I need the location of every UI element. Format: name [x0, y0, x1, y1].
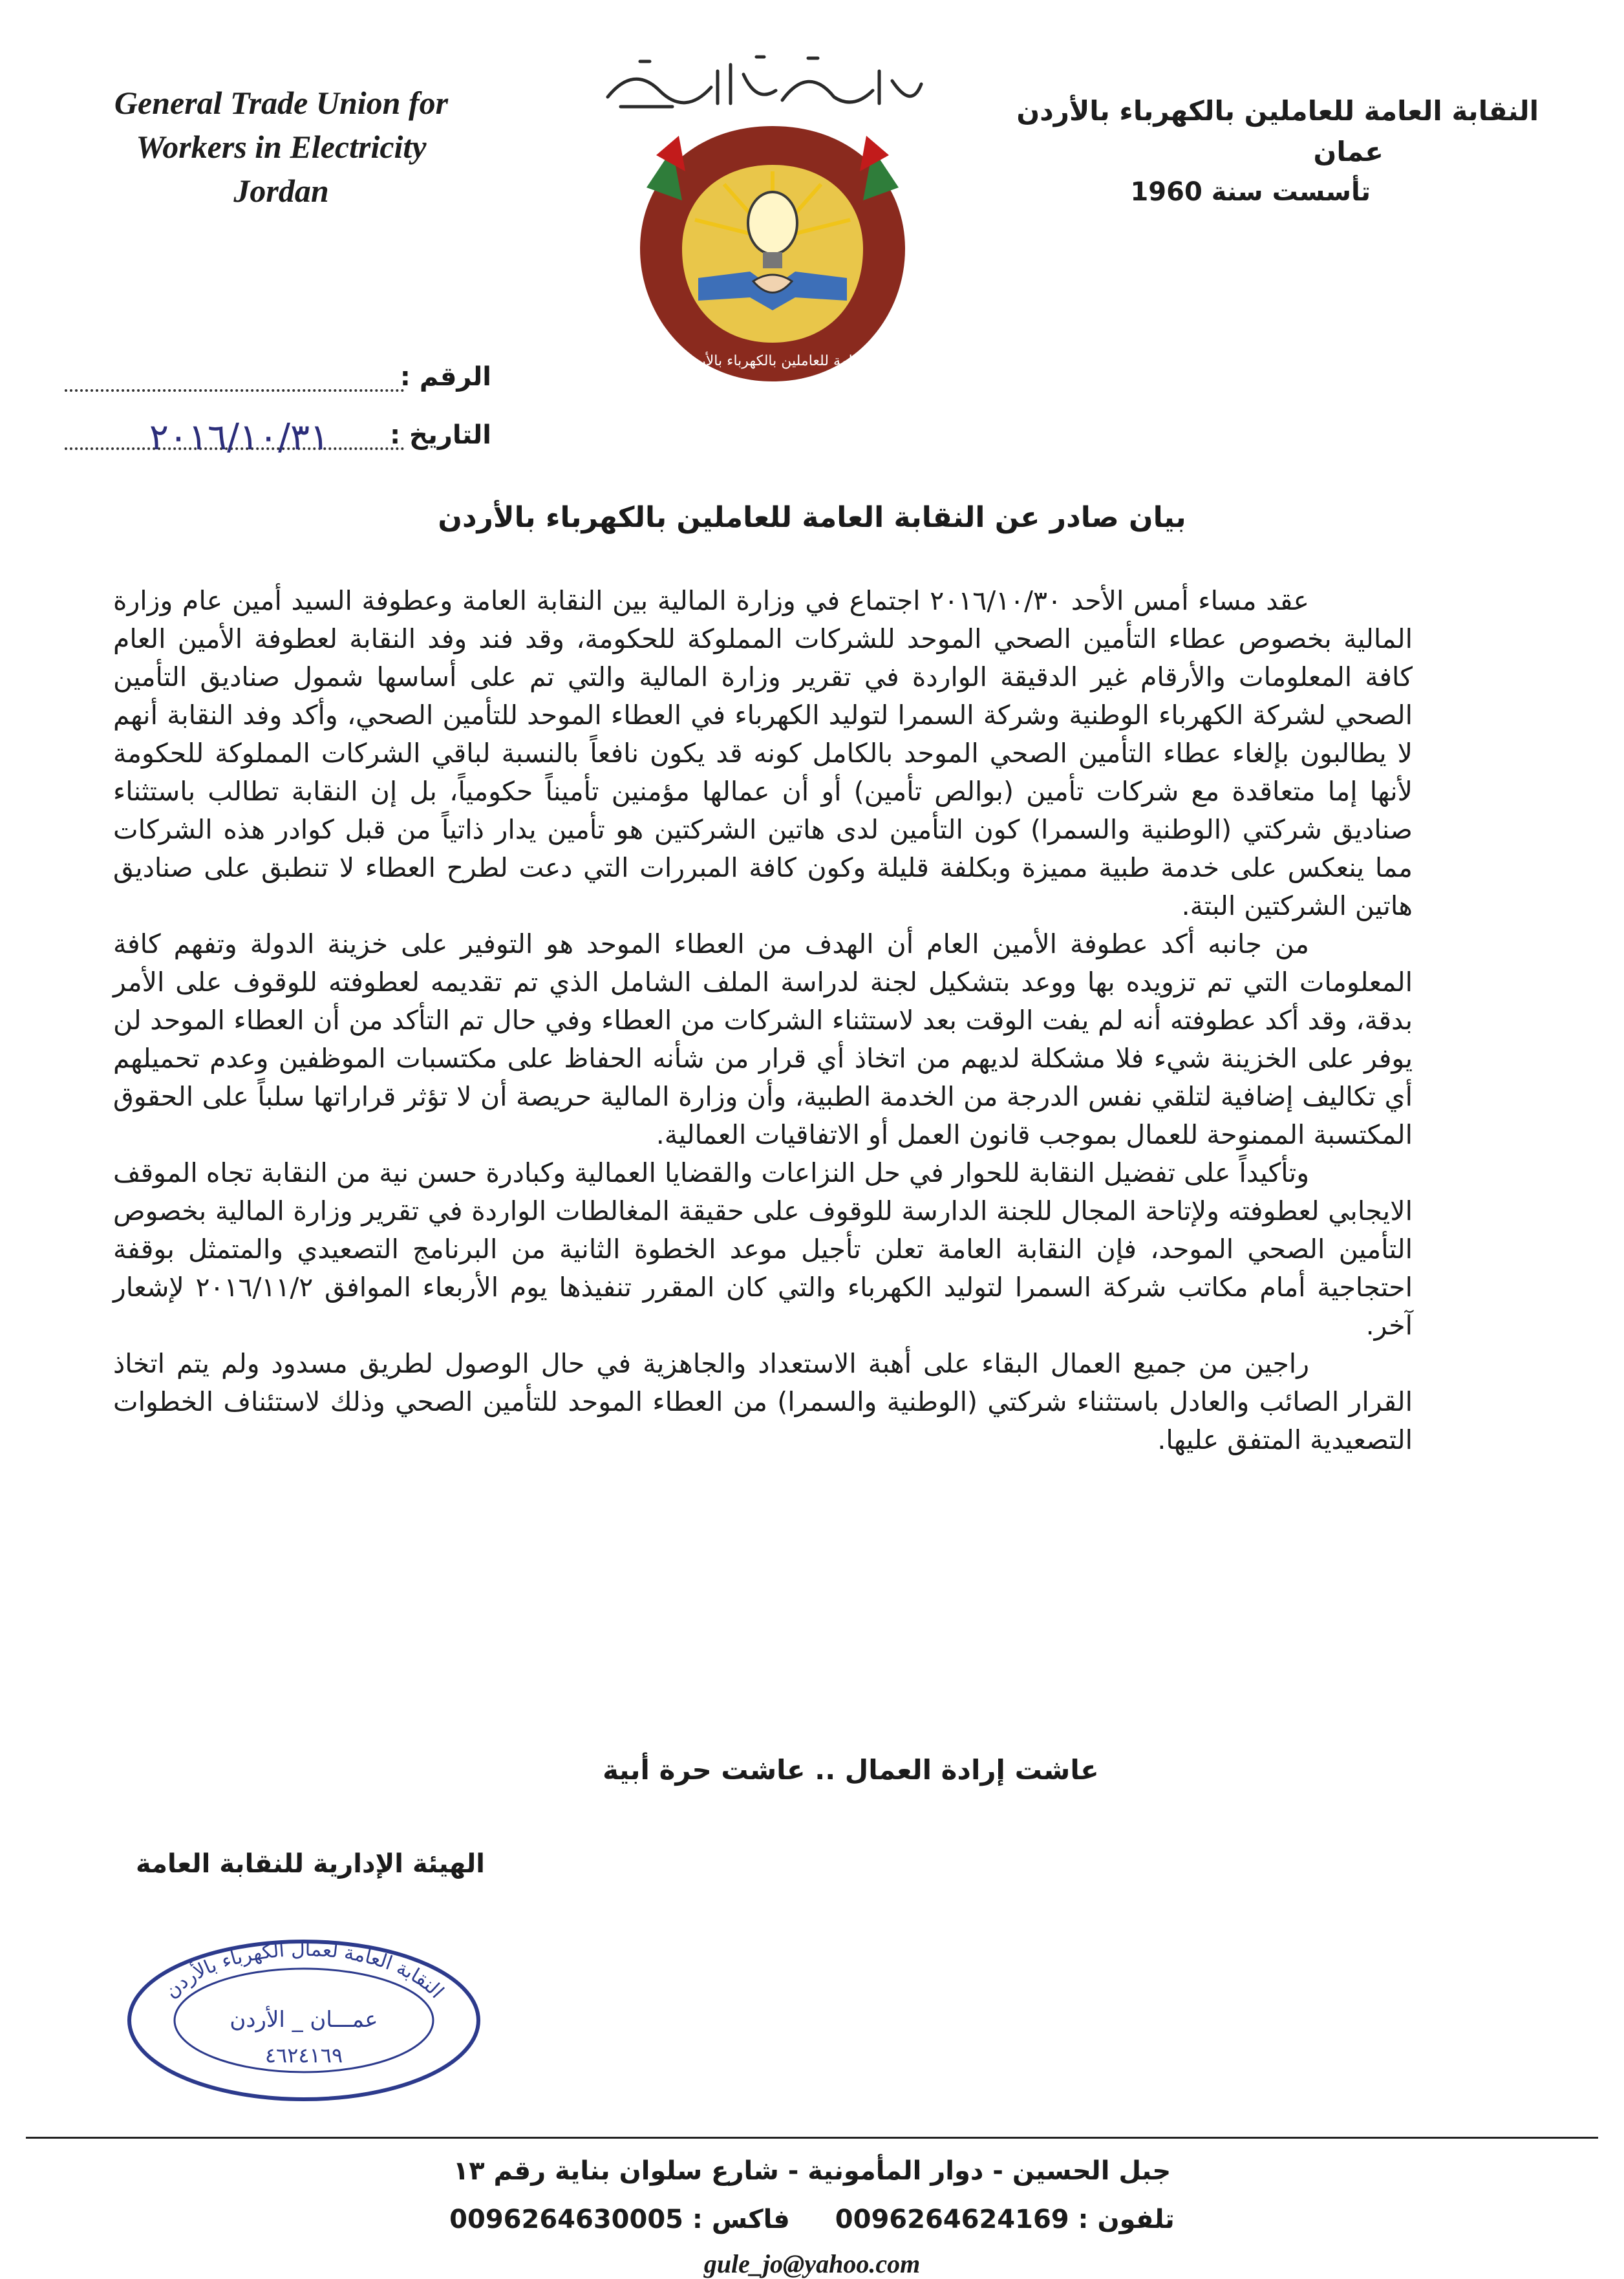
stamp-city: عمـــان _ الأردن [230, 2007, 378, 2033]
union-stamp [116, 1930, 491, 2104]
statement-body [113, 582, 1413, 1459]
stamp-ring-text: النقابة العامة لعمال الكهرباء بالأردن [160, 1938, 449, 2003]
reference-number-row [52, 362, 491, 420]
header-english-line-3: Jordan [233, 173, 329, 209]
body-paragraph-4: راجين من جميع العمال البقاء على أهبة الاستعداد والجاهزية في حال الوصول لطريق مسدود ولم يتم اتخاذ القرار الصائب والعادل باستثناء شركتي (الوطنية والسمرا) من العطاء الموحد للتأمين الصحي وذلك لاستئناف الخطوات التصعيدية المتفق عليها. [113, 1348, 1413, 1455]
union-emblem [621, 110, 924, 394]
footer-phone: 0096264624169 : تلفون [835, 2205, 1175, 2234]
header-english-line-1: General Trade Union for [114, 85, 449, 121]
reference-number-label: الرقم : [400, 362, 491, 392]
body-paragraph-2: من جانبه أكد عطوفة الأمين العام أن الهدف من العطاء الموحد هو التوفير على خزينة الدولة وتفهم كافة المعلومات التي تم تزويده بها ووعد بتشكيل لجنة لدراسة الملف الشامل الذي تم تقديمه لعطوفته للوقوف على الأمر بدقة، وقد أكد عطوفته أنه لم يفت الوقت بعد لاستثناء الشركات من العطاء وفي حال تم التأكد من أن العطاء الموحد لن يوفر على الخزينة شيء فلا مشكلة لديهم من اتخاذ أي قرار من شأنه الحفاظ على مكتسبات الموظفين وعدم تحميلهم أي تكاليف إضافية لتلقي نفس الدرجة من الخدمة الطبية، وأن وزارة المالية حريصة أن لا تؤثر قراراتها سلباً على الحقوق المكتسبة الممنوحة للعمال بموجب قانون العمل أو الاتفاقيات العمالية. [113, 928, 1413, 1150]
header-arabic [970, 91, 1539, 212]
footer-address: جبل الحسين - دوار المأمونية - شارع سلوان بناية رقم ١٣ [453, 2156, 1171, 2186]
statement-title: بيان صادر عن النقابة العامة للعاملين بالكهرباء بالأردن [438, 501, 1186, 534]
header-english-line-2: Workers in Electricity [136, 129, 427, 165]
body-paragraph-3: وتأكيداً على تفضيل النقابة للحوار في حل النزاعات والقضايا العمالية وكبادرة حسن نية من النقابة تجاه الموقف الايجابي لعطوفته ولإتاحة المجال للجنة الدارسة للوقوف على حقيقة المغالطات الواردة في تقرير وزارة المالية بخصوص التأمين الصحي الموحد، فإن النقابة العامة تعلن تأجيل موعد الخطوة الثانية من البرنامج التصعيدي والمتمثل بوقفة احتجاجية أمام مكاتب شركة السمرا لتوليد الكهرباء والتي كان المقرر تنفيذها يوم الأربعاء الموافق ٢٠١٦/١١/٢ لإشعار آخر. [113, 1157, 1413, 1341]
body-paragraph-1: عقد مساء أمس الأحد ٢٠١٦/١٠/٣٠ اجتماع في وزارة المالية بين النقابة العامة وعطوفة السيد أمين عام وزارة المالية بخصوص عطاء التأمين الصحي الموحد للشركات المملوكة للحكومة، وقد فند وفد النقابة لعطوفة الأمين العام كافة المعلومات والأرقام غير الدقيقة الواردة في تقرير وزارة المالية والتي تم على أساسها شمول صناديق التأمين الصحي لشركة الكهرباء الوطنية وشركة السمرا لتوليد الكهرباء في العطاء الموحد للتأمين الصحي، وأكد وفد النقابة أنهم لا يطالبون بإلغاء عطاء التأمين الصحي الموحد بالكامل كونه قد يكون نافعاً بالنسبة لباقي الشركات المملوكة للحكومة لأنها إما متعاقدة مع شركات تأمين (بوالص تأمين) أو أن عمالها مؤمنين تأميناً حكومياً، بل إن النقابة تطالب باستثناء صناديق شركتي (الوطنية والسمرا) كون التأمين لدى هاتين الشركتين هو تأمين يدار ذاتياً من قبل كوادر هذه الشركات مما ينعكس على خدمة طبية مميزة وبكلفة قليلة وكون كافة المبررات التي دعت لطرح العطاء لا تنطبق على صناديق هاتين الشركتين البتة. [113, 585, 1413, 921]
footer-contacts [0, 2205, 1624, 2234]
reference-date-row [52, 416, 491, 478]
closing-slogan: عاشت إرادة العمال .. عاشت حرة أبية [603, 1754, 1099, 1786]
signature-board: الهيئة الإدارية للنقابة العامة [136, 1849, 485, 1879]
header-english [78, 81, 485, 213]
stamp-phone: ٤٦٢٤١٦٩ [264, 2043, 343, 2068]
header-arabic-city: عمان [1313, 136, 1384, 167]
header-arabic-founded: تأسست سنة 1960 [1130, 177, 1371, 207]
emblem-ring-text: النقابة العامة للعاملين بالكهرباء بالأردن / عمان [637, 353, 908, 369]
footer-fax: 0096264630005 : فاكس [449, 2205, 790, 2234]
reference-number-line [65, 389, 404, 392]
reference-date-value: ٢٠١٦/١٠/٣١ [149, 416, 330, 458]
footer-divider [26, 2137, 1598, 2139]
reference-block [52, 362, 491, 478]
reference-date-label: التاريخ : [390, 420, 491, 450]
footer-email[interactable]: gule_jo@yahoo.com [703, 2249, 921, 2278]
header-arabic-name: النقابة العامة للعاملين بالكهرباء بالأردن [1016, 95, 1539, 127]
